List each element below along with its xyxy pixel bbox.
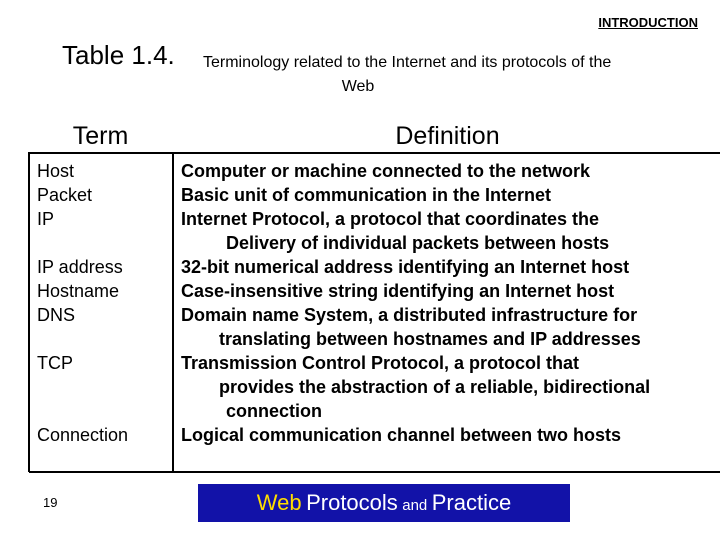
definition-line: Transmission Control Protocol, a protocol that	[181, 353, 580, 373]
section-header: INTRODUCTION	[598, 15, 698, 30]
definition-column-header: Definition	[395, 122, 500, 150]
table-title: Table 1.4.	[62, 40, 175, 70]
definition-line: Computer or machine connected to the network	[181, 161, 591, 181]
definition-line: Logical communication channel between two hosts	[181, 425, 622, 445]
term-host: Host	[37, 161, 75, 181]
table-caption	[203, 51, 673, 99]
definition-line: Internet Protocol, a protocol that coordinates the	[181, 209, 600, 229]
table-top-rule	[29, 152, 720, 154]
definition-line: Domain name System, a distributed infrastructure for	[181, 305, 638, 325]
definition-line: provides the abstraction of a reliable, bidirectional	[219, 377, 651, 397]
table-caption-line1: Terminology related to the Internet and its protocols of the	[203, 54, 612, 71]
term-connection: Connection	[37, 425, 129, 445]
footer-banner-practice: Practice	[431, 490, 512, 515]
footer-banner	[198, 484, 570, 522]
definition-line: Delivery of individual packets between hosts	[226, 233, 610, 253]
table-left-rule	[28, 152, 30, 472]
term-ip-address: IP address	[37, 257, 123, 277]
footer-banner-and: and	[402, 497, 428, 514]
term-tcp: TCP	[37, 353, 73, 373]
table-caption-line2: Web	[341, 78, 375, 95]
definition-line: connection	[226, 401, 323, 421]
footer-banner-protocols: Protocols	[306, 490, 398, 515]
definition-line: translating between hostnames and IP addresses	[219, 329, 641, 349]
term-hostname: Hostname	[37, 281, 120, 301]
term-ip: IP	[37, 209, 55, 229]
footer-banner-web: Web	[256, 490, 302, 515]
page-number: 19	[43, 495, 58, 510]
term-dns: DNS	[37, 305, 76, 325]
term-packet: Packet	[37, 185, 93, 205]
table-bottom-rule	[29, 471, 720, 473]
definition-line: Basic unit of communication in the Internet	[181, 185, 552, 205]
term-column-header: Term	[72, 122, 129, 150]
definition-line: 32-bit numerical address identifying an Internet host	[181, 257, 630, 277]
table-column-divider	[172, 152, 174, 472]
definition-line: Case-insensitive string identifying an Internet host	[181, 281, 615, 301]
